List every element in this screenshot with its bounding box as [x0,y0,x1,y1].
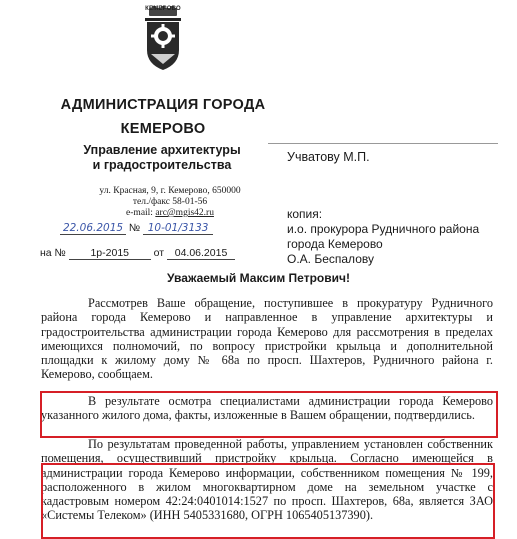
copy-line2: города Кемерово [287,237,383,251]
greeting: Уважаемый Максим Петрович! [167,271,350,285]
ref-prefix: на № [40,247,66,259]
paragraph-2: В результате осмотра специалистами администрации города Кемерово указанного жилого дома, факты, изложенные в Вашем обращении, подтвердились. [41,394,493,423]
recipient-divider [268,143,498,144]
copy-recipients [287,207,479,267]
outgoing-date: 22.06.2015 [60,222,126,235]
highlight-box-1 [40,391,498,438]
address-line: ул. Красная, 9, г. Кемерово, 650000 [99,186,241,196]
department-name [62,143,262,173]
ref-from: от [153,247,165,259]
email-label: e-mail: [126,208,156,218]
crest-caption: КЕМЕРОВО [145,6,181,12]
dept-line1: Управление архитектуры [83,143,241,157]
admin-title-line1: АДМИНИСТРАЦИЯ ГОРОДА [60,97,266,113]
recipient-name: Учватову М.П. [287,150,370,164]
phone-line: тел./факс 58-01-56 [132,197,208,207]
paragraph-1: Рассмотрев Ваше обращение, поступившее в прокуратуру Рудничного района города Кемерово и направленное в управление архитектуры и градостроительства администрации города Кемерово для рассмотрения в пределах имеющихся полномочий, по вопросу пристройки крыльца и дополнительной площадки к жилому дому № 68а по просп. Шахтеров, Рудничного района г. Кемерово, сообщаем. [41,296,493,382]
number-label: № [128,222,141,234]
copy-line1: и.о. прокурора Рудничного района [287,222,480,236]
paragraph-3: По результатам проведенной работы, управлением установлен собственник помещения, осуществивший пристройку крыльца. Согласно имеющейся в администрации города Кемерово информации, собственником помещения № 199, расположенного в жилом многоквартирном доме на земельном участке с кадастровым номером 42:24:0401014:1527 по просп. Шахтеров, 68а, является ЗАО «Системы Телеком» (ИНН 5405331680, ОГРН 1065405137390). [41,437,493,523]
address-block [65,186,275,219]
email-line [65,208,275,219]
city-coat-of-arms-icon [141,6,185,72]
ref-date: 04.06.2015 [167,247,235,260]
outgoing-registration [60,222,213,235]
highlight-box-2 [41,463,495,539]
copy-line3: О.А. Беспалову [287,252,374,266]
administration-title [38,93,288,141]
admin-title-line2: КЕМЕРОВО [120,121,206,137]
copy-label: копия: [287,207,323,221]
incoming-reference [40,247,235,260]
dept-line2: и градостроительства [92,158,232,172]
outgoing-number: 10-01/3133 [143,222,213,235]
ref-number: 1р-2015 [69,247,151,260]
email-link[interactable]: arc@mgis42.ru [155,208,214,218]
